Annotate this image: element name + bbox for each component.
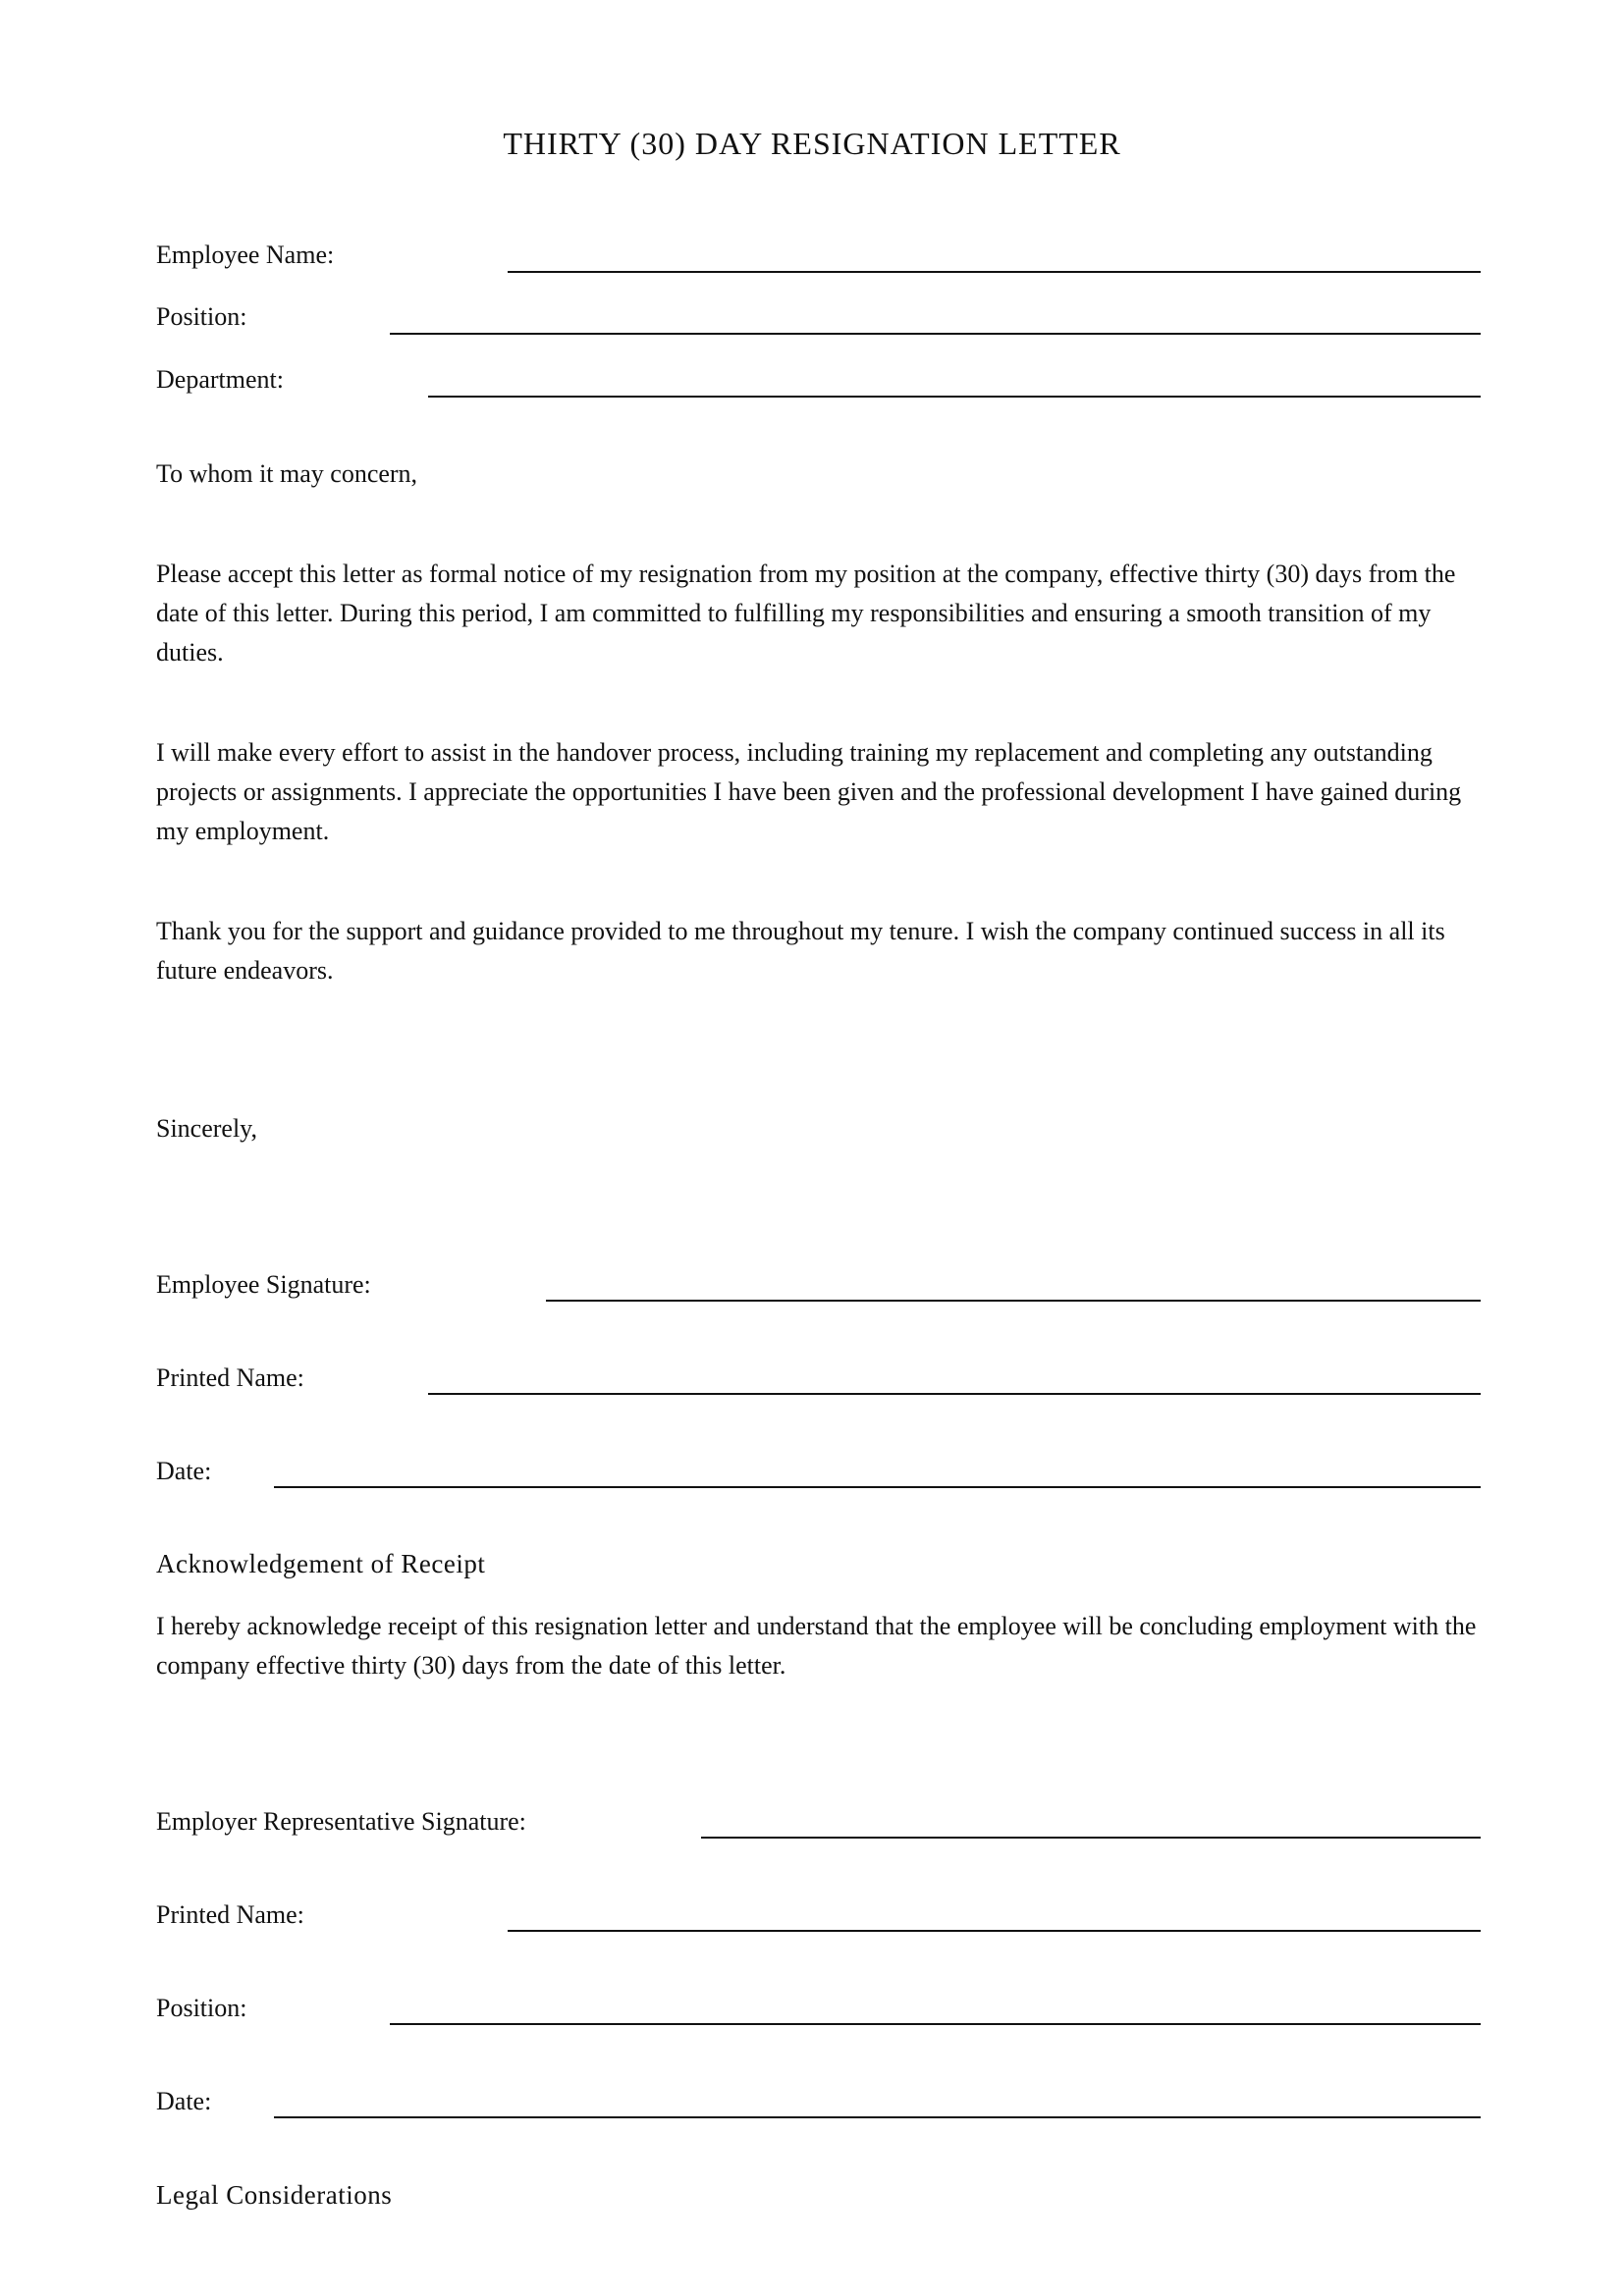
acknowledgement-heading: Acknowledgement of Receipt [156, 1549, 486, 1578]
salutation: To whom it may concern, [156, 459, 418, 488]
employer-position-label: Position: [156, 1994, 247, 2022]
paragraph-notice: Please accept this letter as formal notice of my resignation from my position at the company, effective thirty (30) days from the date of this letter. During this period, I am committed to fulfilling my responsibilities and ensuring a smooth transition of my duties. [156, 560, 1456, 667]
employer-printed-name-label: Printed Name: [156, 1900, 304, 1929]
position-label: Position: [156, 302, 247, 331]
employee-printed-name-field[interactable] [428, 1393, 1481, 1395]
employer-printed-name-field[interactable] [508, 1930, 1481, 1932]
department-field[interactable] [428, 396, 1481, 398]
paragraph-handover: I will make every effort to assist in the handover process, including training my replacement and completing any outstanding projects or assignments. I appreciate the opportunities I have been given and the professional development I have gained during my employment. [156, 738, 1462, 845]
employee-name-field[interactable] [508, 271, 1481, 273]
department-label: Department: [156, 365, 284, 394]
legal-considerations-heading: Legal Considerations [156, 2180, 393, 2210]
employee-signature-label: Employee Signature: [156, 1270, 371, 1299]
employee-date-label: Date: [156, 1457, 212, 1485]
employee-name-label: Employee Name: [156, 240, 335, 269]
closing: Sincerely, [156, 1114, 257, 1143]
acknowledgement-text: I hereby acknowledge receipt of this resignation letter and understand that the employee will be concluding employment with the company effective thirty (30) days from the date of this letter. [156, 1612, 1477, 1680]
employer-position-field[interactable] [390, 2023, 1481, 2025]
paragraph-thanks: Thank you for the support and guidance provided to me throughout my tenure. I wish the company continued success in all its future endeavors. [156, 917, 1445, 985]
position-field[interactable] [390, 333, 1481, 335]
employer-date-field[interactable] [274, 2116, 1481, 2118]
employee-date-field[interactable] [274, 1486, 1481, 1488]
document-title: THIRTY (30) DAY RESIGNATION LETTER [503, 126, 1121, 161]
employer-date-label: Date: [156, 2087, 212, 2115]
employer-signature-field[interactable] [701, 1837, 1481, 1839]
employee-signature-field[interactable] [546, 1300, 1481, 1302]
employee-printed-name-label: Printed Name: [156, 1363, 304, 1392]
employer-signature-label: Employer Representative Signature: [156, 1807, 526, 1836]
